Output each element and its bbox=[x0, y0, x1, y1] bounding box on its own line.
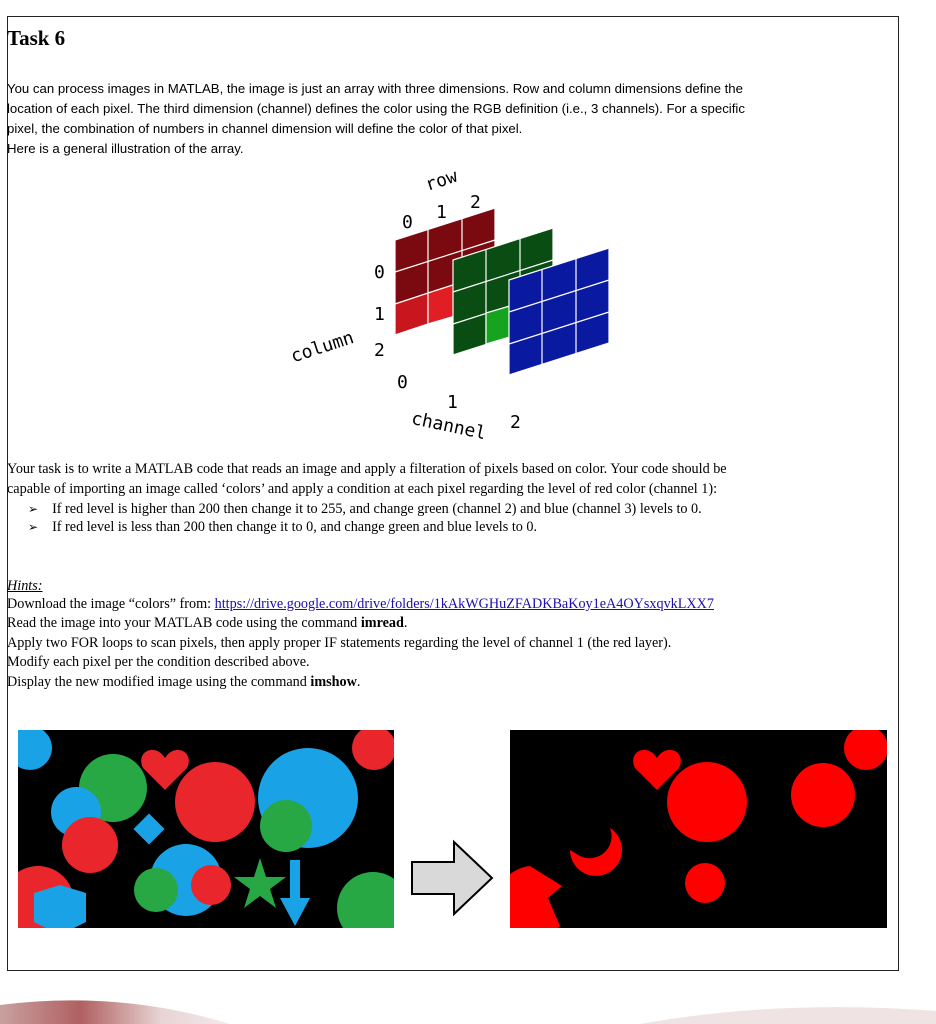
array-diagram bbox=[270, 160, 630, 460]
hints-heading: Hints: bbox=[7, 578, 43, 594]
right-arrow-icon bbox=[410, 838, 495, 918]
bullet-2 bbox=[28, 519, 537, 536]
task-line-1: Your task is to write a MATLAB code that reads an image and apply a filteration of pixels based on color. Your code should be bbox=[7, 461, 727, 477]
bullet-2-text: If red level is less than 200 then change it to 0, and change green and blue levels to 0. bbox=[52, 519, 538, 535]
column-axis-label: column bbox=[288, 327, 357, 368]
row-tick-2: 2 bbox=[470, 192, 481, 213]
imread-command: imread bbox=[360, 615, 404, 631]
bullet-arrow-icon: ➢ bbox=[28, 502, 39, 516]
drive-link[interactable]: https://drive.google.com/drive/folders/1kAkWGHuZFADKBaKoy1eA4OYsxqvkLXX7 bbox=[214, 596, 715, 612]
imshow-command: imshow bbox=[310, 674, 357, 690]
column-tick-1: 1 bbox=[374, 304, 385, 325]
channel-tick-2: 2 bbox=[510, 412, 521, 433]
row-tick-0: 0 bbox=[402, 212, 413, 233]
hints-line-2-suffix: . bbox=[403, 615, 408, 631]
row-tick-1: 1 bbox=[436, 202, 447, 223]
intro-line-2: location of each pixel. The third dimension (channel) defines the color using the RGB definition (i.e., 3 channels). For a specific bbox=[7, 101, 745, 116]
hints-line-5 bbox=[7, 674, 877, 692]
intro-line-4: Here is a general illustration of the array. bbox=[7, 141, 244, 156]
footer-swoosh-decoration bbox=[0, 985, 936, 1024]
intro-line-1: You can process images in MATLAB, the image is just an array with three dimensions. Row and column dimensions define the bbox=[7, 81, 743, 96]
bullet-1-text: If red level is higher than 200 then change it to 255, and change green (channel 2) and blue (channel 3) levels to 0. bbox=[52, 501, 702, 517]
original-colors-image bbox=[18, 730, 394, 928]
bullet-1 bbox=[28, 501, 702, 518]
channel-tick-1: 1 bbox=[447, 392, 458, 413]
task-line-2: capable of importing an image called ‘colors’ and apply a condition at each pixel regarding the level of red color (channel 1): bbox=[7, 481, 718, 497]
column-tick-0: 0 bbox=[374, 262, 385, 283]
task-title: Task 6 bbox=[7, 26, 66, 50]
hints-line-2 bbox=[7, 615, 877, 633]
hints-line-1-text: Download the image “colors” from: bbox=[7, 596, 215, 612]
row-axis-label: row bbox=[422, 165, 461, 196]
hints-line-2-text: Read the image into your MATLAB code using the command bbox=[7, 615, 361, 631]
hints-line-5-text: Display the new modified image using the command bbox=[7, 674, 311, 690]
bullet-arrow-icon: ➢ bbox=[28, 520, 39, 534]
channel-tick-0: 0 bbox=[397, 372, 408, 393]
intro-line-3: pixel, the combination of numbers in channel dimension will define the color of that pixel. bbox=[7, 121, 523, 136]
hints-line-4: Modify each pixel per the condition described above. bbox=[7, 654, 310, 670]
filtered-colors-image bbox=[510, 730, 887, 928]
hints-line-1 bbox=[7, 596, 877, 614]
hints-line-3: Apply two FOR loops to scan pixels, then apply proper IF statements regarding the level of channel 1 (the red layer). bbox=[7, 635, 672, 651]
column-tick-2: 2 bbox=[374, 340, 385, 361]
hints-line-5-suffix: . bbox=[356, 674, 361, 690]
channel-axis-label: channel bbox=[409, 407, 488, 445]
